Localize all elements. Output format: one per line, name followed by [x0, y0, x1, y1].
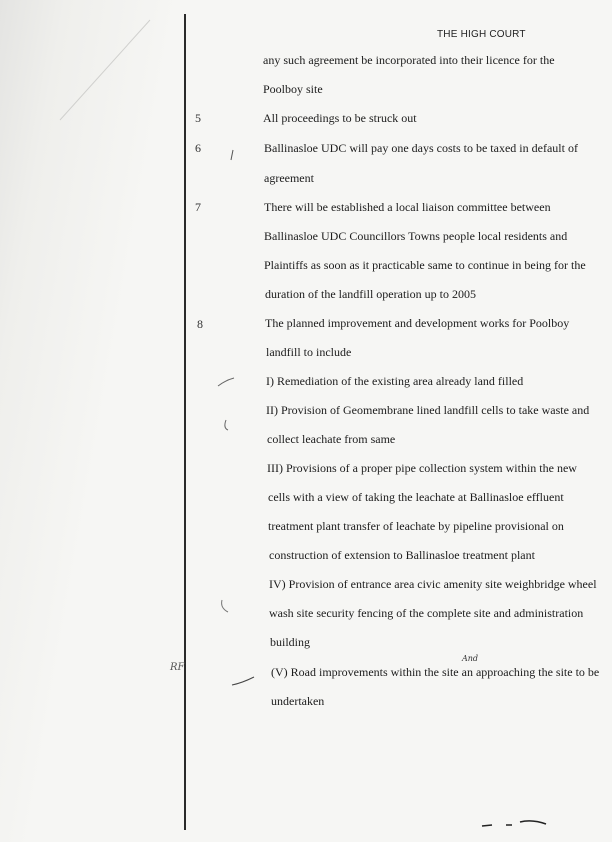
pen-tick	[232, 677, 254, 685]
clause-number: 7	[195, 200, 201, 214]
text-line: treatment plant transfer of leachate by pipeline provisional on	[268, 519, 564, 533]
pen-tick	[222, 600, 228, 612]
text-line: There will be established a local liaison committee between	[264, 200, 551, 214]
fold-crease	[60, 20, 150, 120]
margin-initials: RF	[170, 662, 185, 673]
text-line: construction of extension to Ballinasloe treatment plant	[269, 548, 535, 562]
text-line: cells with a view of taking the leachate at Ballinasloe effluent	[268, 490, 564, 504]
clause-number: 5	[195, 111, 201, 125]
text-line: Ballinasloe UDC will pay one days costs to be taxed in default of	[264, 141, 578, 155]
text-line: Plaintiffs as soon as it practicable same to continue in being for the	[264, 258, 586, 272]
text-line: any such agreement be incorporated into their licence for the	[263, 53, 555, 67]
clause-number: 8	[197, 317, 203, 331]
clause-number: 6	[195, 141, 201, 155]
text-line: agreement	[264, 171, 314, 185]
text-line: collect leachate from same	[267, 432, 396, 446]
text-line: All proceedings to be struck out	[263, 111, 417, 125]
text-line: Poolboy site	[263, 82, 323, 96]
ink-smudge	[482, 821, 546, 826]
text-line: landfill to include	[266, 345, 352, 359]
handwritten-insertion: And	[462, 654, 479, 663]
pen-tick	[225, 420, 228, 430]
text-line: wash site security fencing of the complete site and administration	[269, 606, 584, 620]
text-line: The planned improvement and development works for Poolboy	[265, 316, 570, 330]
text-line: undertaken	[271, 694, 325, 708]
text-line: Ballinasloe UDC Councillors Towns people local residents and	[264, 229, 568, 243]
text-line: I) Remediation of the existing area already land filled	[266, 374, 524, 388]
text-line: (V) Road improvements within the site an approaching the site to be	[271, 665, 600, 679]
pen-tick	[218, 378, 234, 386]
text-line: IV) Provision of entrance area civic amenity site weighbridge wheel	[269, 577, 597, 591]
text-line: building	[270, 635, 311, 649]
pen-tick	[231, 150, 233, 160]
court-header: THE HIGH COURT	[437, 29, 526, 40]
text-line: II) Provision of Geomembrane lined landfill cells to take waste and	[266, 403, 590, 417]
text-line: duration of the landfill operation up to 2005	[265, 287, 476, 301]
text-line: III) Provisions of a proper pipe collection system within the new	[267, 461, 577, 475]
